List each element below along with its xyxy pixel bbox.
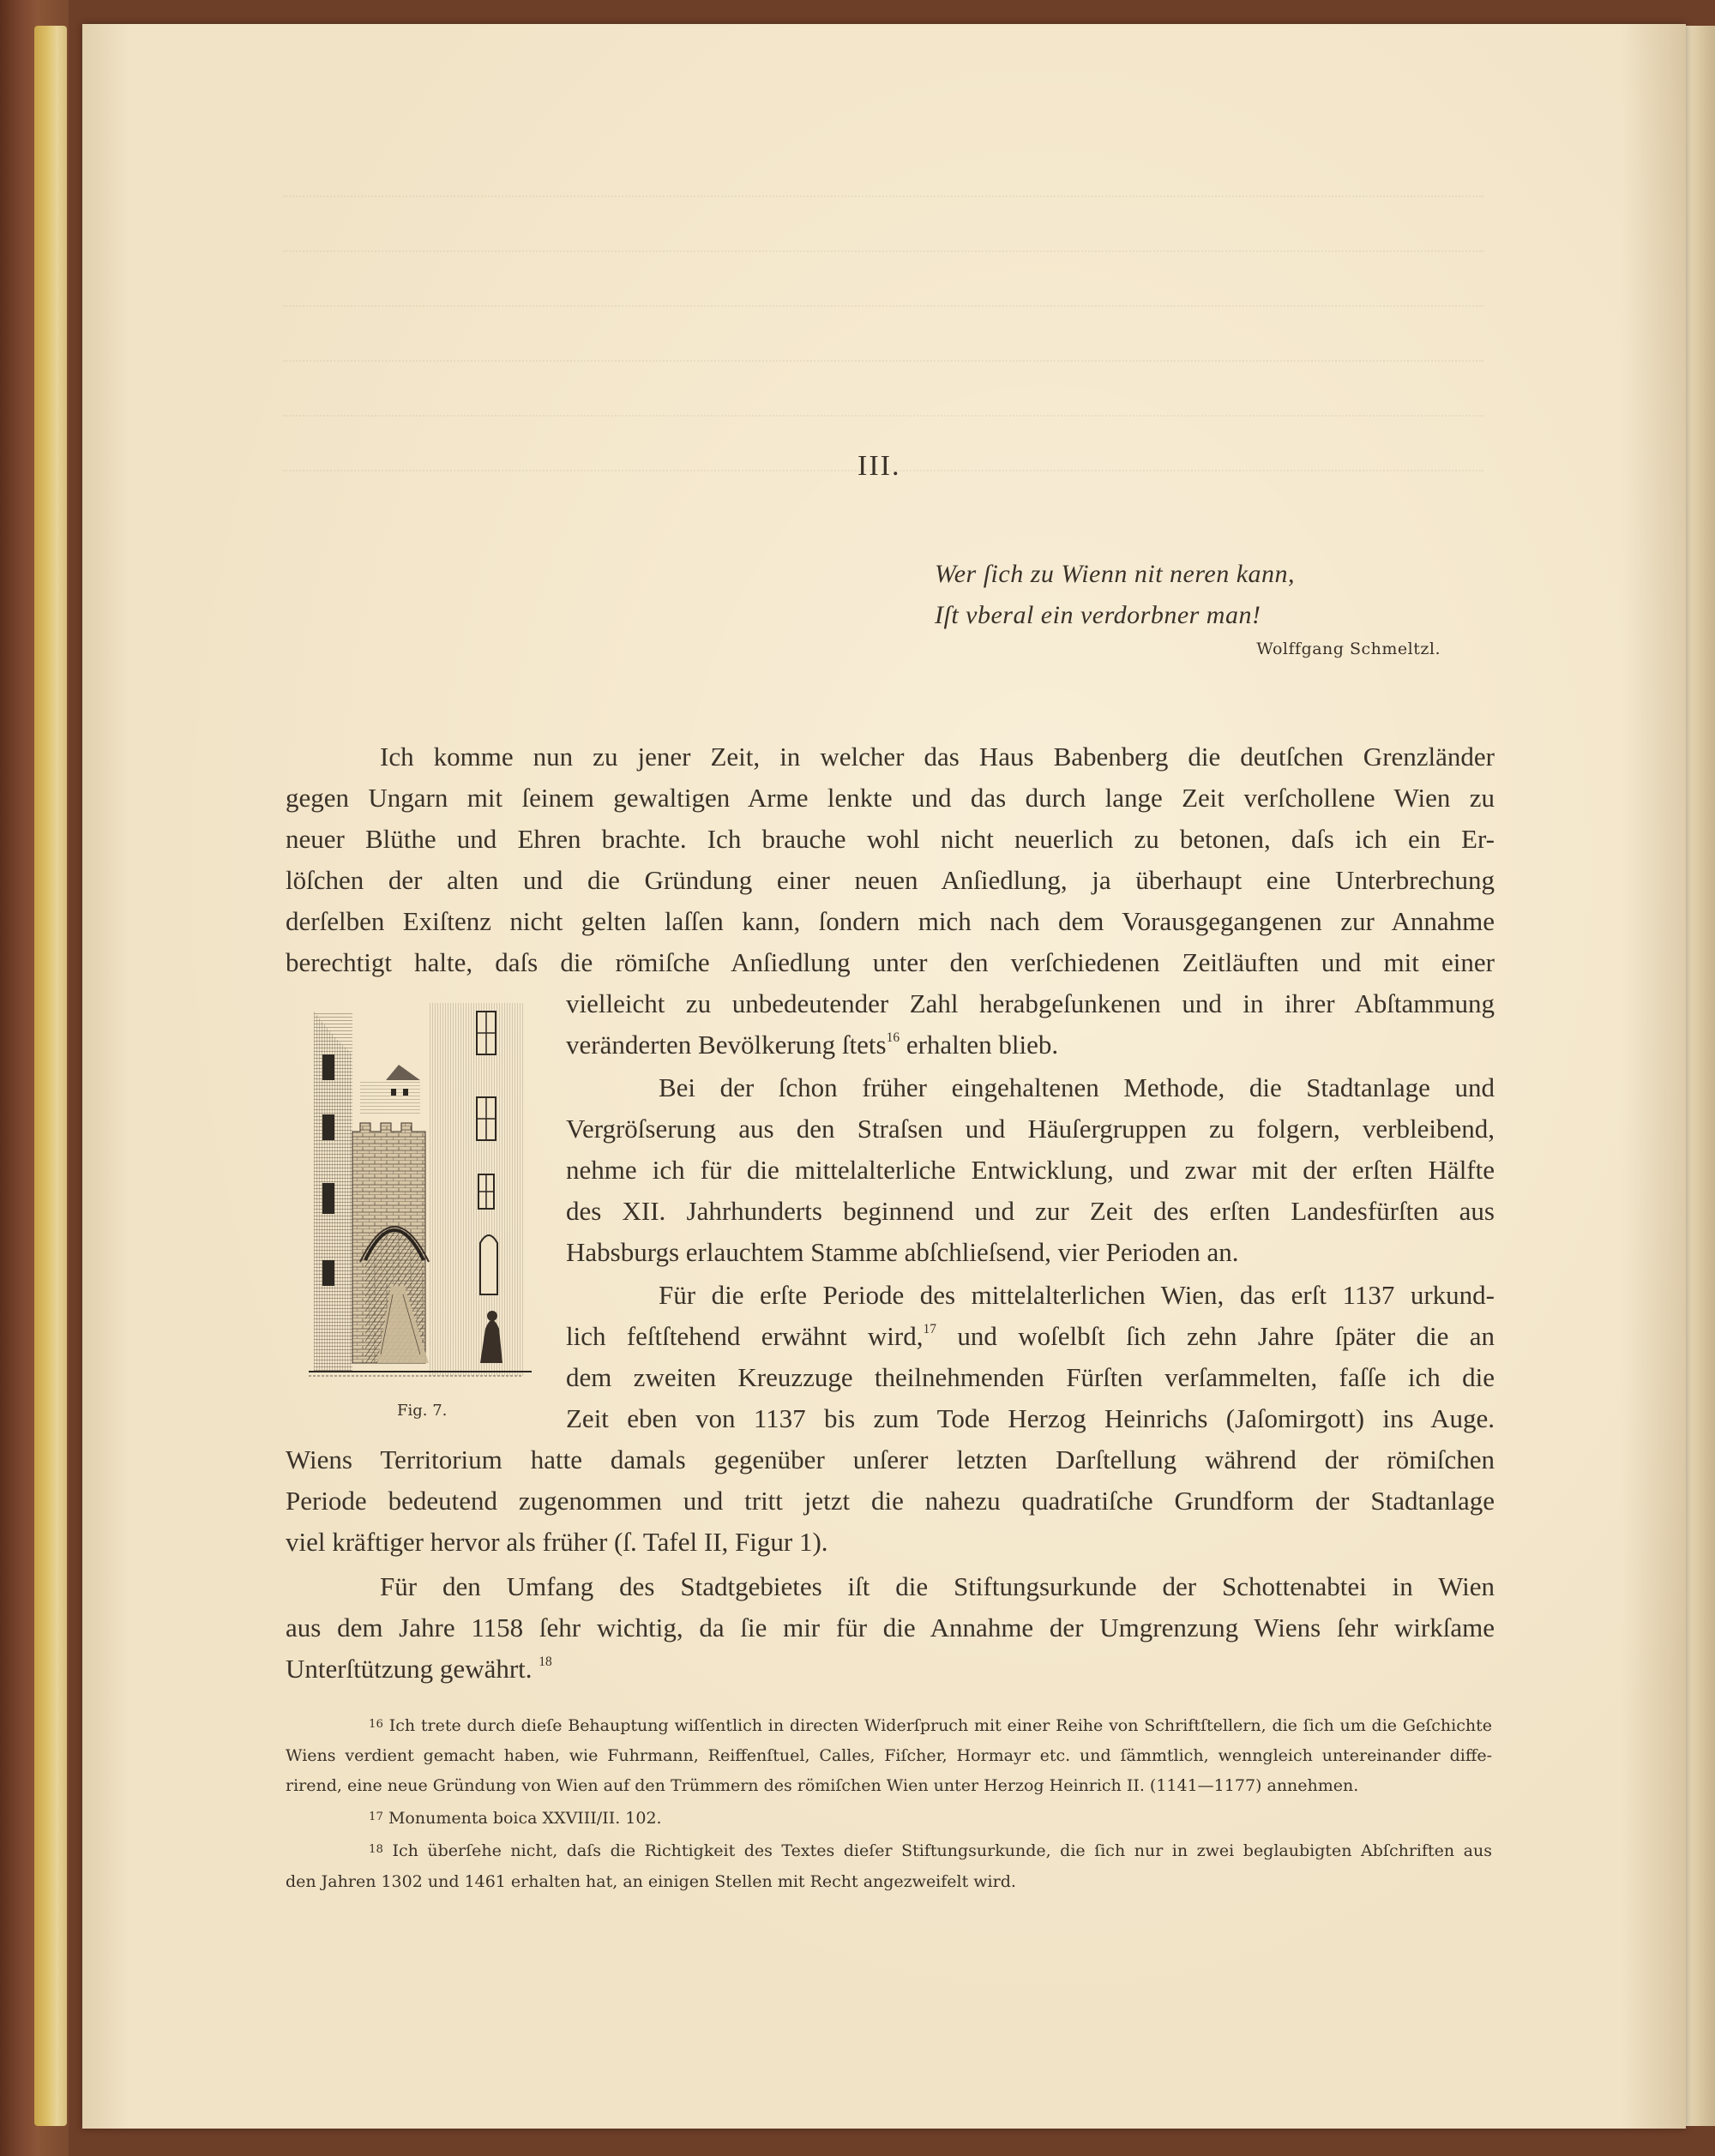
body-line [566, 1024, 1495, 1066]
footnote-17-line [369, 1804, 1492, 1833]
body-line: berechtigt halte, daſs die römiſche Anſiedlung unter den verſchiedenen Zeitläuften und mit einer [286, 947, 1495, 977]
body-line: Habsburgs erlauchtem Stamme abſchlieſsend, vier Perioden an. [566, 1237, 1239, 1267]
footnote-ref-18[interactable]: 18 [539, 1655, 552, 1670]
body-line: Ich komme nun zu jener Zeit, in welcher das Haus Babenberg die deutſchen Grenzländer [380, 742, 1495, 772]
footnote-ref-17[interactable]: 17 [923, 1322, 936, 1337]
body-text: Unterſtützung gewährt. [286, 1654, 533, 1684]
motto-line-2: Iſt vberal ein verdorbner man! [935, 601, 1261, 629]
body-line: Wiens Territorium hatte damals gegenüber unſerer letzten Darſtellung während der römiſchen [286, 1444, 1495, 1474]
footnote-number-16: 16 [369, 1718, 383, 1732]
footnote-16-line: Wiens verdient gemacht haben, wie Fuhrmann, Reiffenſtuel, Calles, Fiſcher, Hormayr etc. und ſämmtlich, wenngleich untereinander diffe- [286, 1746, 1492, 1765]
body-text: veränderten Bevölkerung ſtets [566, 1030, 887, 1060]
footnote-text: Monumenta boica XXVIII/II. 102. [382, 1809, 662, 1828]
motto [935, 554, 1449, 636]
body-line: Zeit eben von 1137 bis zum Tode Herzog Heinrichs (Jaſomirgott) ins Auge. [566, 1403, 1495, 1433]
chapter-heading: III. [858, 450, 901, 482]
body-line [566, 1316, 1495, 1357]
body-line: dem zweiten Kreuzzuge theilnehmenden Fürſten verſammelten, faſſe ich die [566, 1362, 1495, 1392]
footnote-18-line [369, 1836, 1492, 1865]
body-line [286, 1649, 1495, 1690]
body-line: löſchen der alten und die Gründung einer neuen Anſiedlung, ja überhaupt eine Unterbrechung [286, 865, 1495, 895]
body-line: Periode bedeutend zugenommen und tritt jetzt die nahezu quadratiſche Grundform der Stadtanlage [286, 1486, 1495, 1516]
body-line: Für den Umfang des Stadtgebietes iſt die Stiftungsurkunde der Schottenabtei in Wien [380, 1571, 1495, 1601]
body-line: neuer Blüthe und Ehren brachte. Ich brauche wohl nicht neuerlich zu betonen, daſs ich ein Er- [286, 824, 1495, 854]
figure-engraving [309, 1003, 532, 1380]
body-line: nehme ich für die mittelalterliche Entwicklung, und zwar mit der erſten Hälfte [566, 1155, 1495, 1185]
body-text: lich feſtſtehend erwähnt wird, [566, 1321, 924, 1351]
motto-line-1: Wer ſich zu Wienn nit neren kann, [935, 560, 1296, 588]
footnote-ref-16[interactable]: 16 [886, 1030, 900, 1046]
body-line: vielleicht zu unbedeutender Zahl herabgeſunkenen und in ihrer Abſtammung [566, 988, 1495, 1018]
footnote-16-line: rirend, eine neue Gründung von Wien auf den Trümmern des römiſchen Wien unter Herzog Heinrich II. (1141—1177) annehmen. [286, 1776, 1359, 1795]
footnote-text: Ich überſehe nicht, daſs die Richtigkeit des Textes dieſer Stiftungsurkunde, die ſich nur in zwei beglaubigten Abſchriften aus [382, 1841, 1492, 1860]
footnote-18-line: den Jahren 1302 und 1461 erhalten hat, an einigen Stellen mit Recht angezweifelt wird. [286, 1872, 1016, 1891]
figure-caption: Fig. 7. [397, 1402, 448, 1420]
footnote-16-line [369, 1711, 1492, 1740]
body-line: Vergröſserung aus den Straſsen und Häuſergruppen zu folgern, verbleibend, [566, 1114, 1495, 1144]
body-text: erhalten blieb. [900, 1030, 1059, 1060]
footnote-number-17: 17 [369, 1811, 383, 1824]
body-line: viel kräftiger hervor als früher (ſ. Tafel II, Figur 1). [286, 1527, 828, 1557]
body-line: gegen Ungarn mit ſeinem gewaltigen Arme lenkte und das durch lange Zeit verſchollene Wien zu [286, 783, 1495, 813]
body-line: derſelben Exiſtenz nicht gelten laſſen kann, ſondern mich nach dem Vorausgegangenen zur Annahme [286, 906, 1495, 936]
body-line: des XII. Jahrhunderts beginnend und zur Zeit des erſten Landesfürſten aus [566, 1196, 1495, 1226]
gilded-page-edge [34, 26, 67, 2126]
footnote-text: Ich trete durch dieſe Behauptung wiſſentlich in directen Widerſpruch mit einer Reihe von Schriftſtellern, die ſich um die Geſchichte [382, 1716, 1492, 1735]
body-line: aus dem Jahre 1158 ſehr wichtig, da ſie mir für die Annahme der Umgrenzung Wiens ſehr wirkſame [286, 1612, 1495, 1643]
motto-author: Wolffgang Schmeltzl. [1256, 640, 1441, 658]
bleed-through-texture [283, 154, 1483, 600]
body-line: Für die erſte Periode des mittelalterlichen Wien, das erſt 1137 urkund- [659, 1280, 1495, 1310]
body-line: Bei der ſchon früher eingehaltenen Methode, die Stadtanlage und [659, 1072, 1495, 1102]
footnote-number-18: 18 [369, 1843, 383, 1857]
body-text: und woſelbſt ſich zehn Jahre ſpäter die an [936, 1321, 1495, 1351]
